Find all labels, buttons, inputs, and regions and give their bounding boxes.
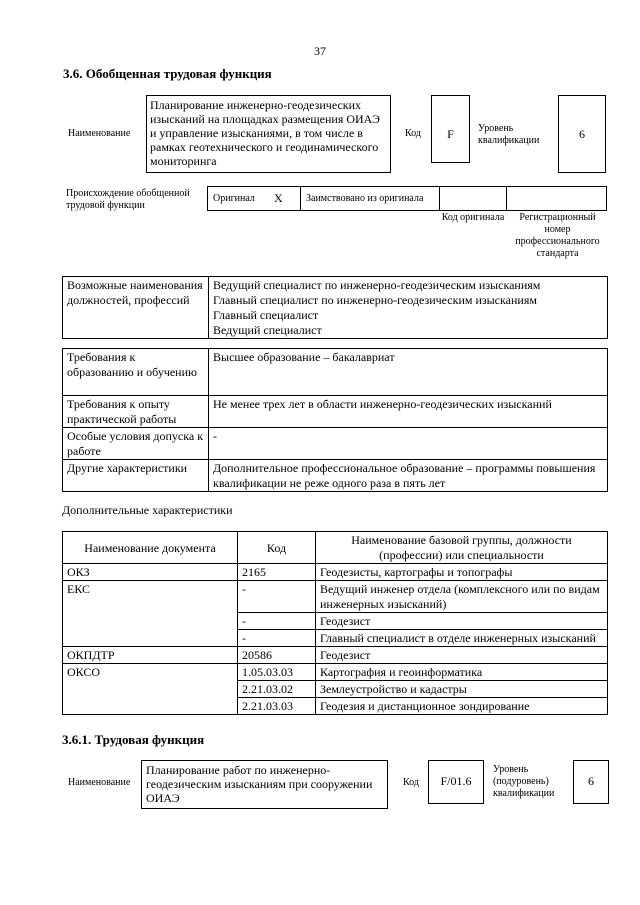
additional-code: - — [238, 613, 316, 630]
additional-name: Геодезист — [316, 647, 608, 664]
positions-table — [62, 276, 608, 339]
additional-name: Землеустройство и кадастры — [316, 681, 608, 698]
origin-borrowed-label: Заимствовано из оригинала — [306, 193, 424, 204]
position-item: Ведущий специалист — [213, 323, 322, 337]
origin-divider — [439, 186, 440, 211]
position-item: Главный специалист — [213, 308, 319, 322]
section-heading: 3.6. Обобщенная трудовая функция — [63, 66, 272, 81]
additional-doc: ОКПДТР — [63, 647, 238, 664]
gtf-code-label: Код — [405, 128, 421, 139]
tf-level-value: 6 — [573, 760, 609, 804]
additional-code: - — [238, 630, 316, 647]
position-item: Ведущий специалист по инженерно-геодезическим изысканиям — [213, 278, 541, 292]
additional-table — [62, 531, 608, 715]
origin-original-label: Оригинал — [213, 193, 255, 204]
additional-name: Главный специалист в отделе инженерных изысканий — [316, 630, 608, 647]
origin-label: Происхождение обобщенной трудовой функции — [66, 188, 190, 211]
additional-code: 1.05.03.03 — [238, 664, 316, 681]
origin-original-mark: X — [274, 191, 283, 205]
additional-name: Картография и геоинформатика — [316, 664, 608, 681]
requirement-value: Высшее образование – бакалавриат — [209, 349, 608, 396]
tf-name-label: Наименование — [68, 777, 131, 788]
requirement-label: Требования к опыту практической работы — [63, 396, 209, 428]
additional-header: Наименование базовой группы, должности (профессии) или специальности — [316, 532, 608, 564]
additional-name: Геодезист — [316, 613, 608, 630]
gtf-name-value: Планирование инженерно-геодезических изысканий на площадках размещения ОИАЭ и управление изысканиями, в том числе в рамках геотехнического и геодинамического мониторинга — [146, 95, 391, 173]
tf-level-label: Уровень (подуровень) квалификации — [493, 764, 555, 799]
origin-divider — [300, 186, 301, 211]
tf-heading: 3.6.1. Трудовая функция — [62, 732, 205, 747]
additional-doc: ЕКС — [63, 581, 238, 647]
page-number: 37 — [314, 44, 326, 58]
gtf-name-label: Наименование — [68, 128, 131, 139]
positions-list — [209, 277, 608, 339]
additional-code: 20586 — [238, 647, 316, 664]
origin-code-caption: Код оригинала — [441, 212, 505, 223]
additional-code: 2165 — [238, 564, 316, 581]
additional-name: Геодезисты, картографы и топографы — [316, 564, 608, 581]
gtf-code-value: F — [431, 95, 470, 163]
tf-code-label: Код — [403, 777, 419, 788]
requirement-value: - — [209, 428, 608, 460]
requirement-value: Не менее трех лет в области инженерно-геодезических изысканий — [209, 396, 608, 428]
requirement-value: Дополнительное профессиональное образование – программы повышения квалификации не реже одного раза в пять лет — [209, 460, 608, 492]
tf-name-value: Планирование работ по инженерно-геодезическим изысканиям при сооружении ОИАЭ — [141, 760, 388, 809]
additional-header: Наименование документа — [63, 532, 238, 564]
requirements-table — [62, 348, 608, 492]
requirement-label: Особые условия допуска к работе — [63, 428, 209, 460]
gtf-level-label: Уровень квалификации — [478, 123, 540, 146]
additional-name: Геодезия и дистанционное зондирование — [316, 698, 608, 715]
additional-code: 2.21.03.03 — [238, 698, 316, 715]
additional-code: 2.21.03.02 — [238, 681, 316, 698]
additional-name: Ведущий инженер отдела (комплексного или по видам инженерных изысканий) — [316, 581, 608, 613]
tf-code-value: F/01.6 — [428, 760, 484, 804]
additional-header: Код — [238, 532, 316, 564]
requirement-label: Требования к образованию и обучению — [63, 349, 209, 396]
gtf-level-value: 6 — [558, 95, 606, 173]
positions-label: Возможные наименования должностей, профессий — [63, 277, 209, 339]
position-item: Главный специалист по инженерно-геодезическим изысканиям — [213, 293, 537, 307]
additional-doc: ОКЗ — [63, 564, 238, 581]
additional-heading: Дополнительные характеристики — [62, 503, 233, 517]
additional-doc: ОКСО — [63, 664, 238, 715]
origin-reg-caption: Регистрационный номер профессионального стандарта — [515, 212, 600, 259]
requirement-label: Другие характеристики — [63, 460, 209, 492]
origin-divider — [506, 186, 507, 211]
additional-code: - — [238, 581, 316, 613]
